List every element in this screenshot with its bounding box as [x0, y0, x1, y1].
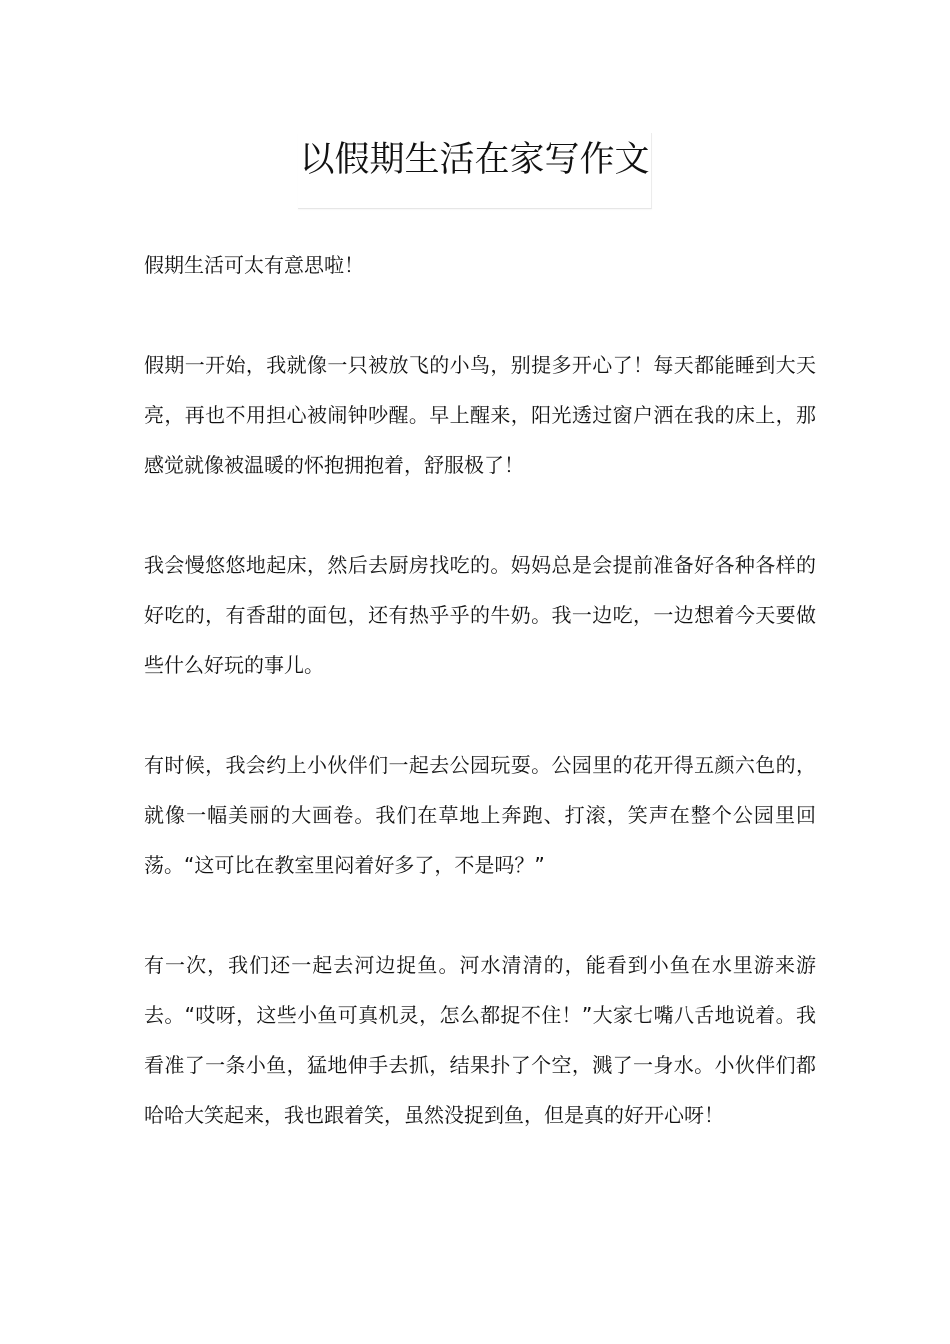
paragraph-2: 假期一开始，我就像一只被放飞的小鸟，别提多开心了！每天都能睡到大天亮，再也不用担心被闹钟吵醒。早上醒来，阳光透过窗户洒在我的床上，那感觉就像被温暖的怀抱拥抱着，舒服极了！	[144, 353, 816, 477]
paragraph-1: 假期生活可太有意思啦！	[144, 253, 364, 277]
paragraph-3: 我会慢悠悠地起床，然后去厨房找吃的。妈妈总是会提前准备好各种各样的好吃的，有香甜的面包，还有热乎乎的牛奶。我一边吃，一边想着今天要做些什么好玩的事儿。	[144, 553, 816, 677]
paragraph-5: 有一次，我们还一起去河边捉鱼。河水清清的，能看到小鱼在水里游来游去。“哎呀，这些小鱼可真机灵，怎么都捉不住！”大家七嘴八舌地说着。我看准了一条小鱼，猛地伸手去抓，结果扑了个空，溅了一身水。小伙伴们都哈哈大笑起来，我也跟着笑，虽然没捉到鱼，但是真的好开心呀！	[144, 953, 816, 1127]
page-title: 以假期生活在家写作文	[299, 140, 650, 180]
title-box	[298, 133, 652, 209]
essay-body	[144, 240, 816, 1190]
paragraph-4: 有时候，我会约上小伙伴们一起去公园玩耍。公园里的花开得五颜六色的，就像一幅美丽的大画卷。我们在草地上奔跑、打滚，笑声在整个公园里回荡。“这可比在教室里闷着好多了，不是吗？”	[144, 753, 816, 877]
